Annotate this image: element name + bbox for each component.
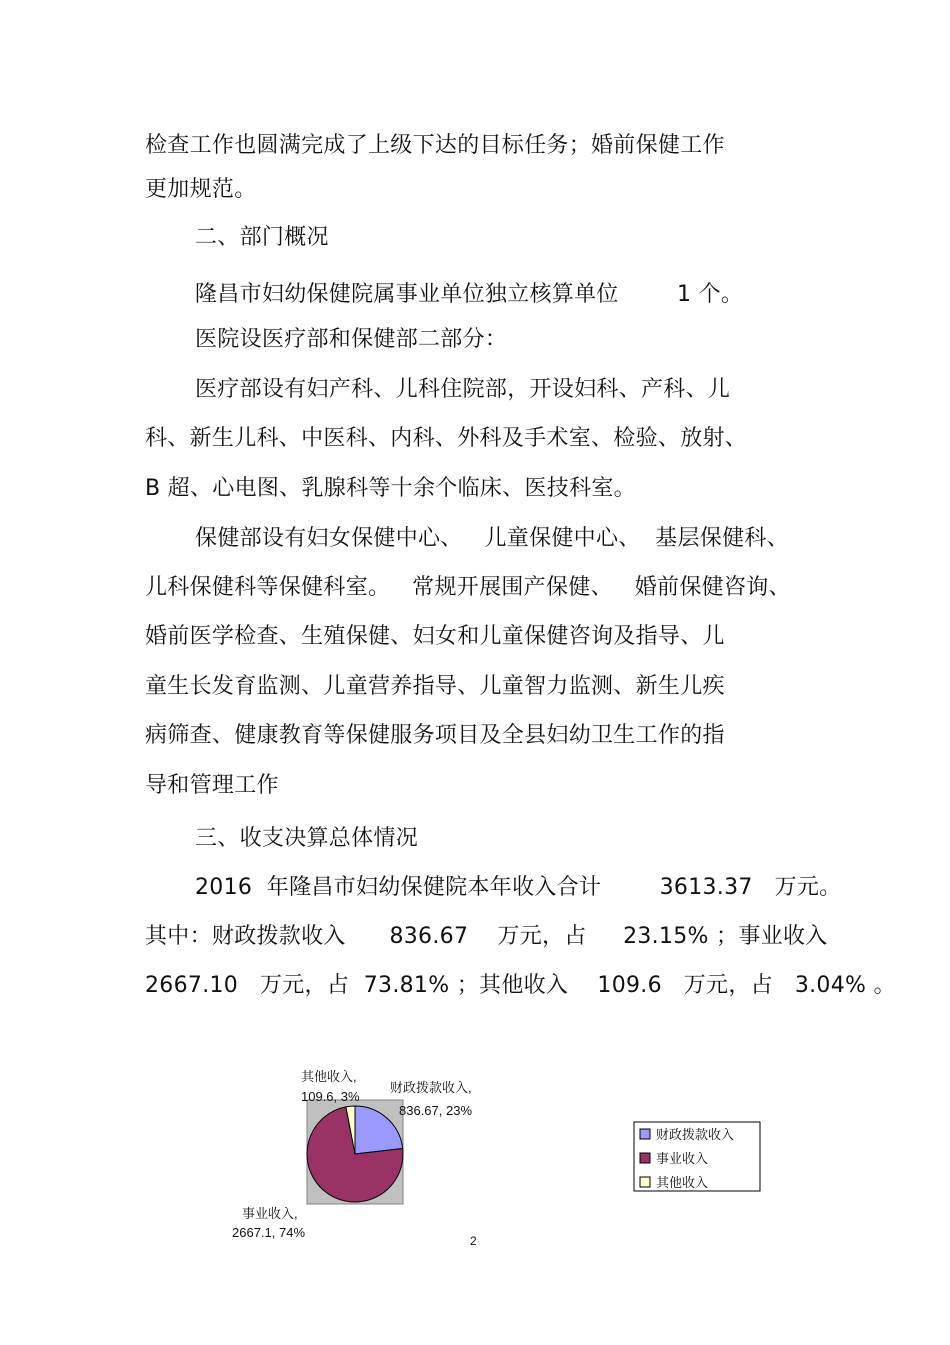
slice-label-2-line1: 事业收入, bbox=[242, 1206, 298, 1221]
slice-label-1 bbox=[390, 1080, 472, 1118]
section-heading-overview: 二、部门概况 bbox=[195, 225, 329, 250]
legend-label-3: 其他收入 bbox=[656, 1175, 709, 1190]
slice-label-3-line1: 其他收入, bbox=[301, 1069, 357, 1084]
legend-label-2: 事业收入 bbox=[656, 1151, 709, 1166]
text-line-7: 科、新生儿科、中医科、内科、外科及手术室、检验、放射、 bbox=[145, 426, 748, 451]
slice-label-3 bbox=[301, 1069, 360, 1104]
slice-label-1-line1: 财政拨款收入, bbox=[390, 1080, 472, 1095]
text-line-17: 其中：财政拨款收入 836.67 万元，占 23.15% ；事业收入 bbox=[145, 924, 828, 949]
text-line-9: 保健部设有妇女保健中心、 儿童保健中心、 基层保健科、 bbox=[195, 526, 789, 551]
legend-label-1: 财政拨款收入 bbox=[656, 1127, 735, 1142]
text-line-12: 童生长发育监测、儿童营养指导、儿童智力监测、新生儿疾 bbox=[145, 674, 725, 699]
legend-swatch-3 bbox=[640, 1177, 650, 1187]
page-number: 2 bbox=[470, 1234, 477, 1248]
text-line-6: 医疗部设有妇产科、儿科住院部，开设妇科、产科、儿 bbox=[195, 377, 731, 402]
slice-label-1-line2: 836.67, 23% bbox=[399, 1103, 473, 1118]
text-line-11: 婚前医学检查、生殖保健、妇女和儿童保健咨询及指导、儿 bbox=[145, 624, 725, 649]
slice-label-2 bbox=[232, 1206, 305, 1240]
pie-slices bbox=[307, 1106, 403, 1202]
text-line-8: B 超、心电图、乳腺科等十余个临床、医技科室。 bbox=[145, 476, 636, 501]
text-line-4: 隆昌市妇幼保健院属事业单位独立核算单位 1 个。 bbox=[195, 282, 744, 307]
text-line-1: 检查工作也圆满完成了上级下达的目标任务；婚前保健工作 bbox=[145, 133, 725, 158]
chart-legend bbox=[634, 1122, 760, 1191]
text-line-10: 儿科保健科等保健科室。 常规开展围产保健、 婚前保健咨询、 bbox=[145, 575, 791, 600]
text-line-2: 更加规范。 bbox=[145, 177, 257, 202]
income-pie-chart bbox=[220, 1060, 780, 1250]
section-heading-budget: 三、收支决算总体情况 bbox=[195, 826, 419, 851]
text-line-18: 2667.10 万元，占 73.81% ；其他收入 109.6 万元，占 3.04% 。 bbox=[145, 973, 896, 998]
slice-label-3-line2: 109.6, 3% bbox=[301, 1089, 360, 1104]
text-line-5: 医院设医疗部和保健部二部分： bbox=[195, 327, 508, 352]
legend-swatch-1 bbox=[640, 1129, 650, 1139]
slice-label-2-line2: 2667.1, 74% bbox=[232, 1225, 306, 1240]
legend-swatch-2 bbox=[640, 1153, 650, 1163]
text-line-16: 2016 年隆昌市妇幼保健院本年收入合计 3613.37 万元。 bbox=[195, 875, 842, 900]
text-line-13: 病筛查、健康教育等保健服务项目及全县妇幼卫生工作的指 bbox=[145, 723, 725, 748]
text-line-14: 导和管理工作 bbox=[145, 773, 279, 798]
